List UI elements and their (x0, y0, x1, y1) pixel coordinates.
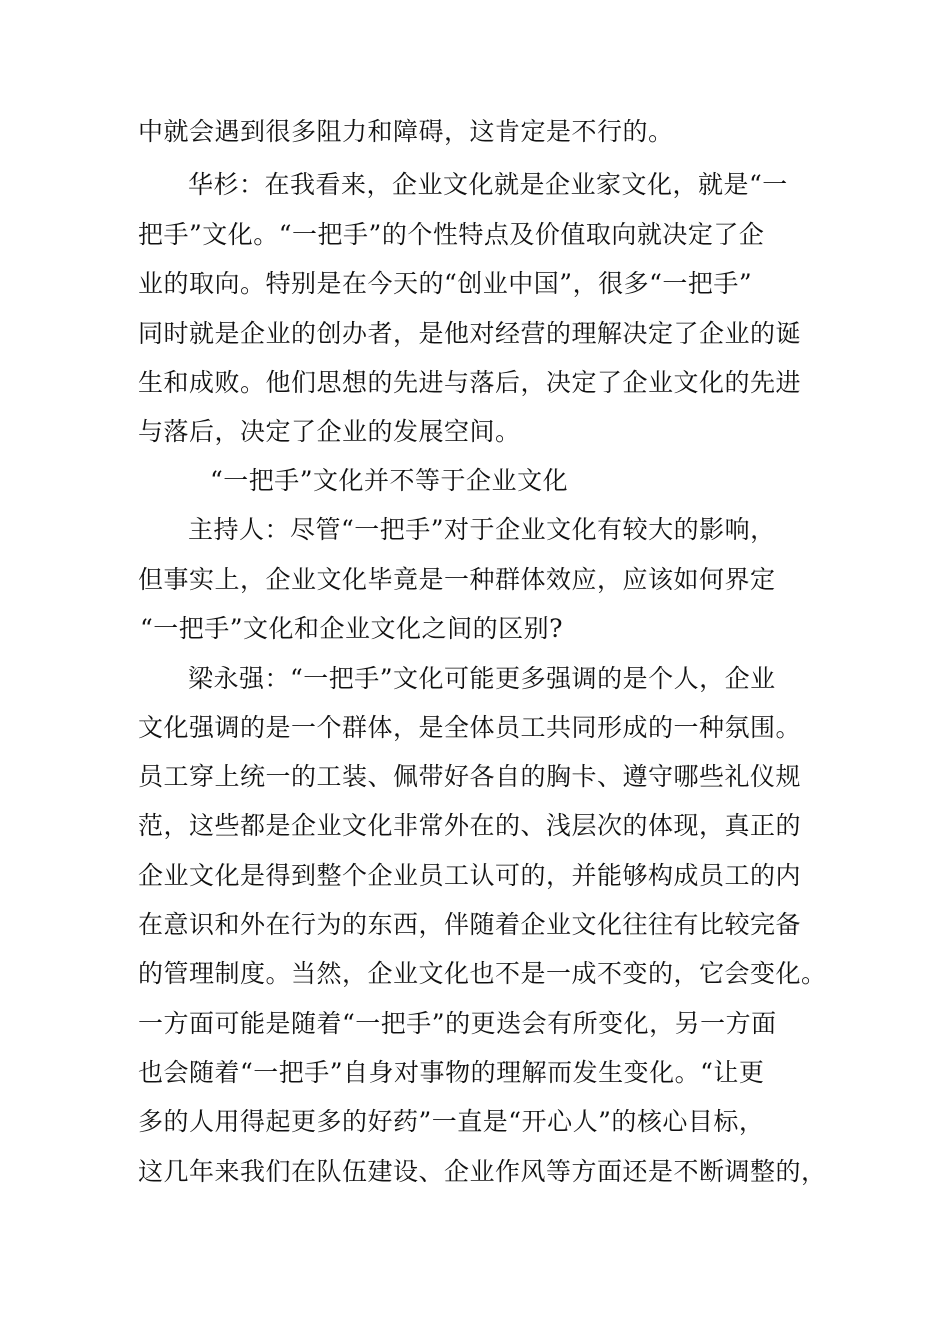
paragraph-line: 主持人：尽管“一把手”对于企业文化有较大的影响， (188, 515, 776, 544)
paragraph-line: 多的人用得起更多的好药”一直是“开心人”的核心目标， (138, 1107, 765, 1136)
paragraph-line: “一把手”文化和企业文化之间的区别? (140, 614, 563, 643)
paragraph-line: 同时就是企业的创办者，是他对经营的理解决定了企业的诞 (138, 319, 802, 348)
paragraph-line: 也会随着“一把手”自身对事物的理解而发生变化。“让更 (138, 1058, 765, 1087)
paragraph-line: 生和成败。他们思想的先进与落后，决定了企业文化的先进 (138, 368, 802, 397)
section-heading: “一把手”文化并不等于企业文化 (210, 466, 569, 495)
paragraph-line: 企业文化是得到整个企业员工认可的，并能够构成员工的内 (138, 861, 802, 890)
paragraph-line: 梁永强：“一把手”文化可能更多强调的是个人，企业 (188, 664, 776, 693)
paragraph-line: 华杉：在我看来，企业文化就是企业家文化，就是“一 (188, 170, 788, 199)
paragraph-line: 业的取向。特别是在今天的“创业中国”，很多“一把手” (138, 269, 753, 298)
paragraph-line: 文化强调的是一个群体，是全体员工共同形成的一种氛围。 (138, 713, 802, 742)
paragraph-line: 的管理制度。当然，企业文化也不是一成不变的，它会变化。 (138, 959, 827, 988)
paragraph-line: 一方面可能是随着“一把手”的更迭会有所变化，另一方面 (138, 1009, 777, 1038)
paragraph-line: 这几年来我们在队伍建设、企业作风等方面还是不断调整的， (138, 1157, 827, 1186)
paragraph-line: 与落后，决定了企业的发展空间。 (138, 417, 521, 446)
paragraph-line: 员工穿上统一的工装、佩带好各自的胸卡、遵守哪些礼仪规 (138, 762, 802, 791)
paragraph-line: 在意识和外在行为的东西，伴随着企业文化往往有比较完备 (138, 910, 802, 939)
paragraph-line: 中就会遇到很多阻力和障碍，这肯定是不行的。 (138, 117, 674, 146)
paragraph-line: 但事实上，企业文化毕竟是一种群体效应，应该如何界定 (138, 565, 776, 594)
paragraph-line: 范，这些都是企业文化非常外在的、浅层次的体现，真正的 (138, 811, 802, 840)
paragraph-line: 把手”文化。“一把手”的个性特点及价值取向就决定了企 (138, 220, 765, 249)
